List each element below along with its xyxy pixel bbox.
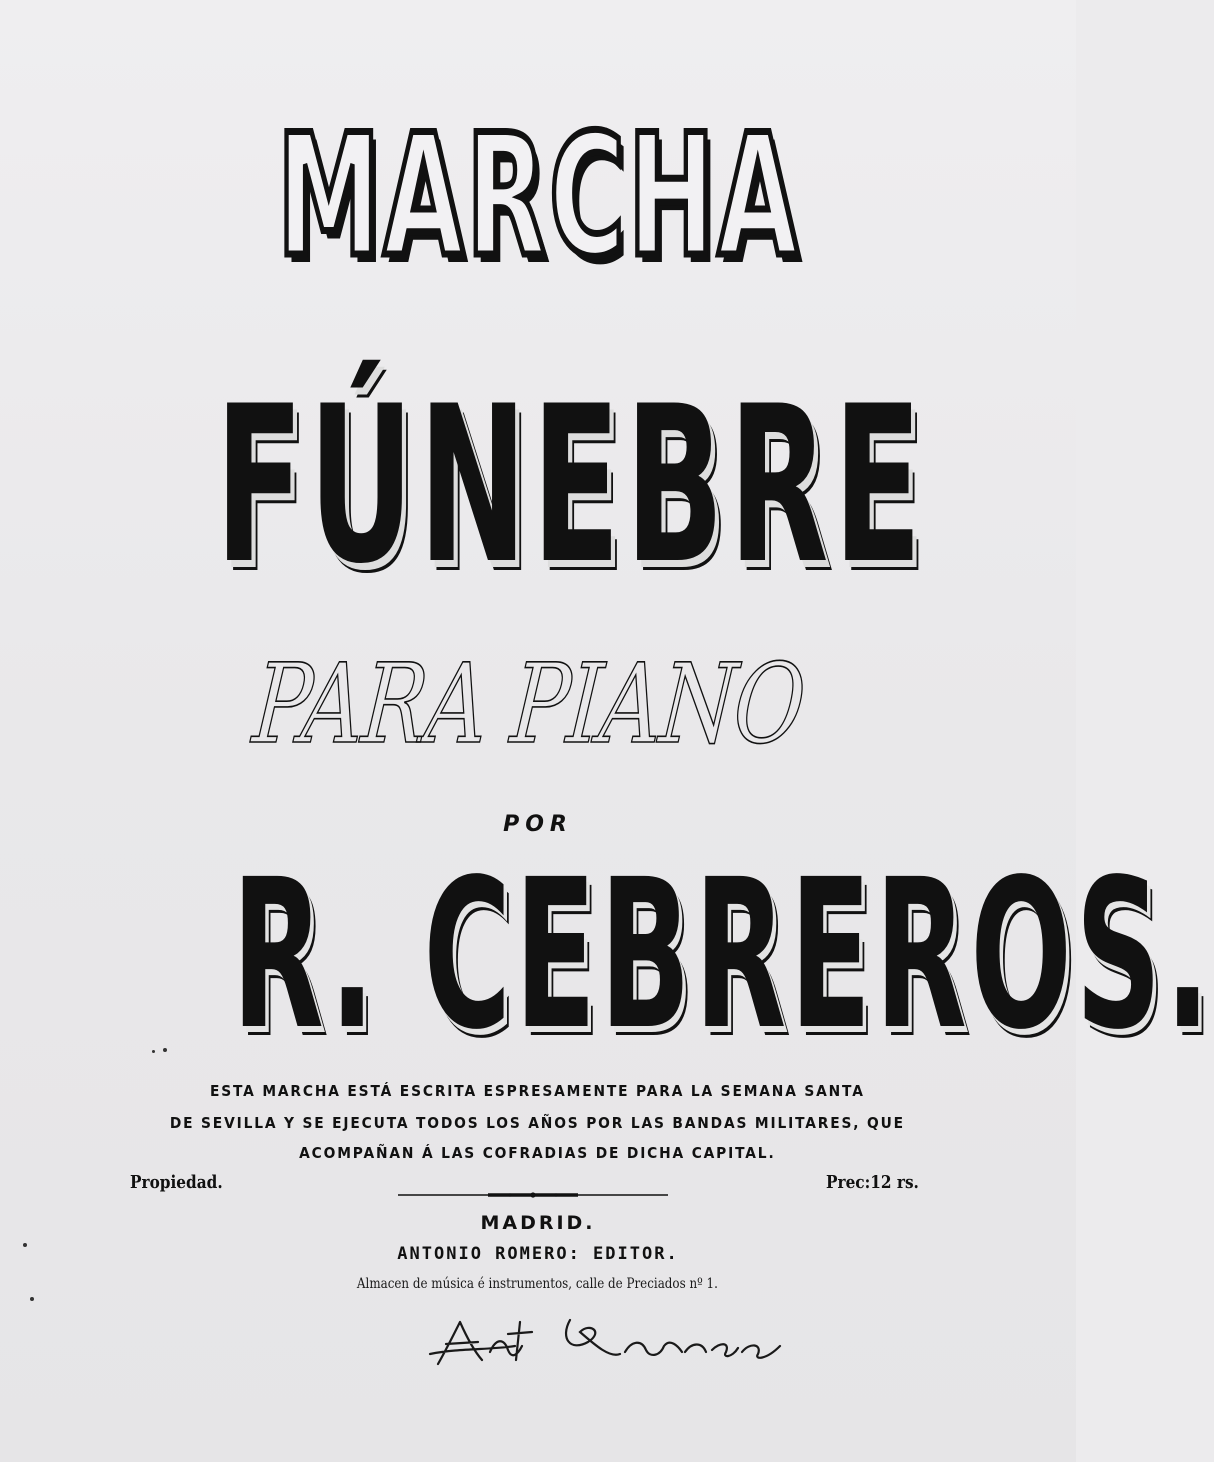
title-line-1: MARCHA — [276, 98, 801, 294]
ink-speck — [152, 1050, 155, 1053]
subtitle: PARA PIANO — [249, 640, 809, 768]
ink-speck — [163, 1048, 167, 1052]
ornamental-rule — [398, 1190, 668, 1200]
publisher-address: Almacen de música é instrumentos, calle de Preciados nº 1. — [356, 1276, 718, 1292]
note-line-3: ACOMPAÑAN Á LAS COFRADIAS DE DICHA CAPITAL. — [299, 1144, 776, 1162]
note-line-2: DE SEVILLA Y SE EJECUTA TODOS LOS AÑOS POR LAS BANDAS MILITARES, QUE — [169, 1114, 905, 1132]
composer-name: R. CEBREROS. — [231, 835, 1214, 1075]
ink-speck — [23, 1243, 27, 1247]
publisher: ANTONIO ROMERO: EDITOR. — [397, 1244, 679, 1264]
city: MADRID. — [480, 1212, 596, 1234]
publisher-signature — [420, 1302, 820, 1372]
property-label: Propiedad. — [130, 1172, 223, 1193]
by-label: POR — [503, 812, 573, 837]
ink-speck — [30, 1297, 34, 1301]
note-line-1: ESTA MARCHA ESTÁ ESCRITA ESPRESAMENTE PARA LA SEMANA SANTA — [209, 1082, 865, 1100]
price-label: Prec:12 rs. — [826, 1172, 919, 1193]
title-line-2: FÚNEBRE — [215, 360, 927, 611]
